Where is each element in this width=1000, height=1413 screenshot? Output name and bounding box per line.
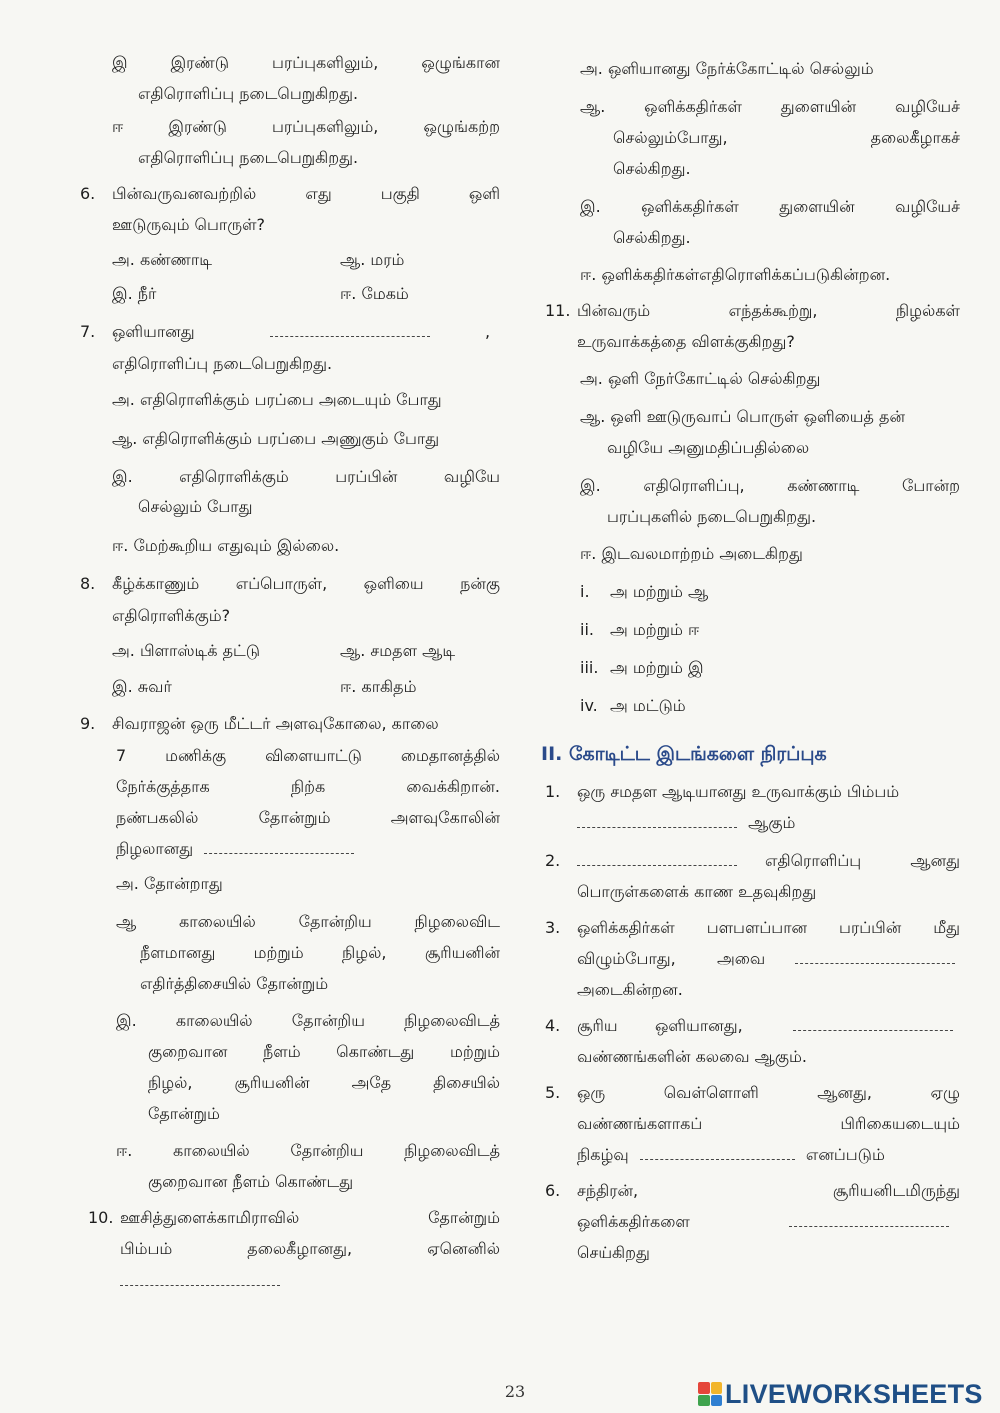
word: துளையின் [780, 97, 857, 116]
question-number: 2. [545, 851, 561, 870]
word: போன்ற [901, 476, 960, 495]
q9-option-c-line2 [148, 1041, 500, 1063]
q11-choice-2[interactable] [580, 619, 960, 641]
word: செல்லும்போது, [613, 128, 728, 147]
word: சூரியனின் [424, 943, 501, 962]
answer-blank[interactable] [795, 949, 955, 964]
word: எந்தக்கூற்று, [728, 301, 818, 320]
question-number: 3. [545, 918, 561, 937]
word: ஆ. ஒளிக்கதிர்கள் [580, 97, 742, 116]
q7-option-d[interactable]: ஈ. மேற்கூறிய எதுவும் இல்லை. [112, 536, 340, 555]
word: பளபளப்பான [706, 918, 808, 937]
word: ஊசித்துளைக்காமிராவில் [120, 1208, 300, 1227]
word: சூரியனிடமிருந்து [832, 1181, 960, 1200]
word: ஆனது [910, 851, 960, 870]
question-text: ஆகும் [748, 813, 796, 832]
word: சூரிய [577, 1016, 618, 1035]
q11-option-c-line2: பரப்புகளில் நடைபெறுகிறது. [607, 507, 817, 526]
word: அளவுகோலின் [390, 808, 500, 827]
question-text [577, 917, 960, 939]
fill-5-line2 [577, 1113, 960, 1135]
word: மைதானத்தில் [400, 746, 500, 765]
word: பிம்பம் [120, 1239, 173, 1258]
fill-4-line2: வண்ணங்களின் கலவை ஆகும். [577, 1047, 807, 1066]
question-text [577, 300, 960, 322]
question-text [765, 850, 960, 872]
word: கண்ணாடி [787, 476, 860, 495]
q9-line5 [116, 838, 500, 860]
q11-option-b-line2: வழியே அனுமதிப்பதில்லை [607, 438, 810, 457]
word: ஒளிக்கதிர்கள் [577, 918, 675, 937]
choice-text: அ மற்றும் ஆ [610, 582, 709, 601]
q7-line1 [80, 321, 500, 343]
word: தோன்றும் [428, 1208, 500, 1227]
logo-tile [711, 1395, 723, 1407]
q10-option-c-line2: செல்கிறது. [613, 228, 691, 247]
q7-option-c-line2: செல்லும் போது [138, 497, 253, 516]
word: ஒழுங்கற்ற [423, 117, 501, 136]
word: நண்பகலில் [116, 808, 199, 827]
question-number: 10. [88, 1208, 114, 1227]
q9-option-b-line1[interactable] [116, 911, 500, 933]
word: திசையில் [433, 1073, 500, 1092]
answer-blank[interactable] [204, 839, 354, 854]
question-number: 9. [80, 714, 96, 733]
q11-option-b-line1[interactable]: ஆ. ஒளி ஊடுருவாப் பொருள் ஒளியைத் தன் [580, 407, 905, 426]
q7-option-c-line1[interactable] [112, 466, 500, 488]
q7-option-a[interactable]: அ. எதிரொளிக்கும் பரப்பை அடையும் போது [112, 390, 442, 409]
question-text [112, 573, 500, 595]
q8-options-row1 [112, 640, 500, 662]
word: வழியே [443, 467, 501, 486]
fill-3-line3: அடைகின்றன. [577, 980, 683, 999]
question-number: 6. [545, 1181, 561, 1200]
roman-numeral: ii. [580, 620, 594, 639]
question-number: 6. [80, 184, 96, 203]
word: நீளமானது [140, 943, 216, 962]
word: இ. ஒளிக்கதிர்கள் [580, 197, 739, 216]
question-number: 11. [545, 301, 571, 320]
word: 7 [116, 746, 127, 765]
choice-text: அ மற்றும் ஈ [610, 620, 700, 639]
answer-blank[interactable] [789, 1212, 949, 1227]
word: விழும்போது, [577, 949, 676, 968]
q11-line2: உருவாக்கத்தை விளக்குகிறது? [577, 332, 795, 351]
roman-numeral: iv. [580, 696, 598, 715]
word: விளையாட்டு [265, 746, 362, 765]
question-text: ஒளியானது [112, 322, 195, 341]
right-column [541, 58, 961, 1264]
word: அவை [717, 949, 766, 968]
roman-numeral: iii. [580, 658, 599, 677]
answer-blank[interactable] [577, 851, 737, 866]
word: எது [305, 184, 332, 203]
word: நிழல், [148, 1073, 193, 1092]
word: ஒளிக்கதிர்களை [577, 1212, 690, 1231]
question-number: 5. [545, 1083, 561, 1102]
q6-line2: ஊடுருவும் பொருள்? [112, 215, 265, 234]
word: நிழலைவிட [414, 912, 501, 931]
word: தோன்றிய [291, 1011, 365, 1030]
choice-text: அ மற்றும் இ [610, 658, 704, 677]
answer-blank[interactable] [577, 813, 737, 828]
word: தோன்றிய [298, 912, 372, 931]
q8-options-row2 [112, 676, 500, 698]
fill-3-line1 [545, 917, 960, 939]
q7-line2: எதிரொளிப்பு நடைபெறுகிறது. [112, 354, 333, 373]
q10-option-c-line1[interactable] [580, 196, 960, 218]
question-text: ஒரு சமதள ஆடியானது உருவாக்கும் பிம்பம் [577, 782, 900, 801]
q11-option-a[interactable]: அ. ஒளி நேர்கோட்டில் செல்கிறது [580, 369, 821, 388]
fill-5-line3 [577, 1144, 960, 1166]
logo-tile [698, 1382, 710, 1394]
logo-tile [698, 1395, 710, 1407]
left-column [80, 52, 500, 1292]
word: பின்வருவனவற்றில் [112, 184, 257, 203]
question-text [120, 1207, 500, 1229]
q6-options-row1 [112, 249, 500, 271]
word: இரண்டு [168, 117, 227, 136]
q8-line1 [80, 573, 500, 595]
word: நிழலைவிடத் [404, 1011, 501, 1030]
q7-option-b[interactable]: ஆ. எதிரொளிக்கும் பரப்பை அணுகும் போது [112, 429, 440, 448]
word: பின்வரும் [577, 301, 651, 320]
word: நிழல், [341, 943, 387, 962]
word: பிரிகையடையும் [840, 1114, 960, 1133]
question-number: 7. [80, 322, 96, 341]
word: இ. எதிரொளிப்பு, [580, 476, 745, 495]
word: சந்திரன், [577, 1181, 639, 1200]
q8-option-a[interactable]: அ. பிளாஸ்டிக் தட்டு [112, 641, 261, 660]
fill-1-line2 [577, 812, 960, 834]
section-heading: II. கோடிட்ட இடங்களை நிரப்புக [541, 743, 827, 765]
q9-line3 [116, 776, 500, 798]
q11-choice-4[interactable] [580, 695, 960, 717]
fill-4-line1 [545, 1015, 960, 1037]
answer-blank[interactable] [120, 1271, 280, 1286]
q9-option-c-line1[interactable] [116, 1010, 500, 1032]
word: ஏழு [930, 1083, 960, 1102]
q5-option-d-line2: எதிரொளிப்பு நடைபெறுகிறது. [138, 148, 359, 167]
q9-option-c-line3 [148, 1072, 500, 1094]
option-marker: இ [112, 53, 128, 72]
word: தோன்றிய [290, 1141, 364, 1160]
q6-line1 [80, 183, 500, 205]
q10-option-b-line3: செல்கிறது. [613, 159, 691, 178]
q9-option-c-line4: தோன்றும் [148, 1104, 220, 1123]
q11-choice-3[interactable] [580, 657, 960, 679]
q9-line1 [80, 713, 500, 735]
question-text: நிழலானது [116, 839, 194, 858]
word: எனப்படும் [805, 1145, 885, 1164]
q10-line2 [120, 1238, 500, 1260]
word: ஆ காலையில் [116, 912, 256, 931]
word: வண்ணங்களாகப் [577, 1114, 703, 1133]
word: துளையின் [779, 197, 855, 216]
word: சூரியனின் [234, 1073, 310, 1092]
comma: , [485, 322, 491, 341]
word: மற்றும் [449, 1042, 500, 1061]
q11-option-d[interactable]: ஈ. இடவலமாற்றம் அடைகிறது [580, 544, 803, 563]
word: எதிரொளிப்பு [765, 851, 862, 870]
word: குறைவான [148, 1042, 228, 1061]
word: ஏனெனில் [427, 1239, 500, 1258]
roman-numeral: i. [580, 582, 590, 601]
word: பகுதி [380, 184, 420, 203]
choice-text: அ மட்டும் [610, 696, 686, 715]
q10-line3 [120, 1270, 500, 1292]
word: தோன்றும் [258, 808, 331, 827]
word: ஒரு [577, 1083, 606, 1102]
liveworksheets-logo[interactable] [698, 1378, 983, 1410]
word: நிழலைவிடத் [404, 1141, 500, 1160]
word: வெள்ளொளி [663, 1083, 759, 1102]
answer-blank[interactable] [793, 1016, 953, 1031]
q6-option-d[interactable]: ஈ. மேகம் [340, 284, 409, 303]
answer-blank[interactable] [270, 322, 430, 337]
answer-blank[interactable] [640, 1145, 795, 1160]
fill-2-line2: பொருள்களைக் காண உதவுகிறது [577, 882, 817, 901]
word: அதே [351, 1073, 392, 1092]
word: எப்பொருள், [235, 574, 328, 593]
fill-1-line1 [545, 781, 960, 803]
word: ஒளி [468, 184, 501, 203]
q9-option-d-line2: குறைவான நீளம் கொண்டது [148, 1172, 354, 1191]
fill-6-line1 [545, 1180, 960, 1202]
fill-3-line2 [577, 948, 960, 970]
q6-option-c[interactable]: இ. நீர் [112, 284, 157, 303]
word: தலைகீழாகச் [870, 128, 960, 147]
q5-option-d-line1 [112, 116, 500, 138]
word: இ. காலையில் [116, 1011, 253, 1030]
word: கொண்டது [336, 1042, 415, 1061]
word: மணிக்கு [165, 746, 227, 765]
q10-option-b-line2 [613, 127, 960, 149]
q8-option-c[interactable]: இ. சுவர் [112, 677, 172, 696]
question-number: 4. [545, 1016, 561, 1035]
q10-option-a[interactable]: அ. ஒளியானது நேர்க்கோட்டில் செல்லும் [580, 59, 874, 78]
liveworksheets-logo-icon [698, 1382, 722, 1406]
word: நிற்க [290, 777, 326, 796]
word: ஒழுங்கான [421, 53, 501, 72]
question-number: 8. [80, 574, 96, 593]
brand-name: LIVEWORKSHEETS [725, 1378, 983, 1409]
q10-option-d[interactable]: ஈ. ஒளிக்கதிர்கள்எதிரொளிக்கப்படுகின்றன. [580, 265, 891, 284]
q9-option-b-line2 [140, 942, 500, 964]
word: ஒளியை [363, 574, 424, 593]
word: ஒளியானது, [655, 1016, 743, 1035]
logo-tile [711, 1382, 723, 1394]
q6-option-b[interactable]: ஆ. மரம் [340, 250, 405, 269]
word: வழியேச் [895, 97, 960, 116]
word: பரப்பின் [335, 467, 398, 486]
q6-option-a[interactable]: அ. கண்ணாடி [112, 250, 212, 269]
q10-line1 [80, 1207, 500, 1229]
word: நிகழ்வு [577, 1145, 629, 1164]
word: கீழ்க்காணும் [112, 574, 200, 593]
q11-option-c-line1[interactable] [580, 475, 960, 497]
word: நன்கு [460, 574, 500, 593]
word: வைக்கிறான். [406, 777, 500, 796]
word: பரப்புகளிலும், [272, 53, 379, 72]
word: நீளம் [263, 1042, 301, 1061]
word: பரப்புகளிலும், [272, 117, 379, 136]
fill-2-line1 [545, 850, 960, 872]
page-number: 23 [504, 1382, 526, 1401]
fill-5-line1 [545, 1082, 960, 1104]
word: இரண்டு [170, 53, 230, 72]
q8-line2: எதிரொளிக்கும்? [112, 606, 231, 625]
q9-option-a[interactable]: அ. தோன்றாது [116, 874, 223, 893]
q11-choice-1[interactable] [580, 581, 960, 603]
word: வழியேச் [895, 197, 960, 216]
word: ஈ. காலையில் [116, 1141, 250, 1160]
q11-line1 [545, 300, 960, 322]
word: இ. எதிரொளிக்கும் [112, 467, 289, 486]
word: ஆனது, [817, 1083, 872, 1102]
word: நேர்க்குத்தாக [116, 777, 210, 796]
q10-option-b-line1[interactable] [580, 96, 960, 118]
word: தலைகீழானது, [247, 1239, 353, 1258]
question-text [577, 1082, 960, 1104]
option-marker: ஈ [112, 117, 124, 136]
q5-option-c-line2: எதிரொளிப்பு நடைபெறுகிறது. [138, 84, 359, 103]
fill-6-line2 [577, 1211, 960, 1233]
word: பரப்பின் [839, 918, 902, 937]
word: மீது [933, 918, 961, 937]
q9-line4 [116, 807, 500, 829]
word: மற்றும் [253, 943, 304, 962]
q9-option-b-line3: எதிர்த்திசையில் தோன்றும் [140, 974, 329, 993]
fill-6-line3: செய்கிறது [577, 1243, 650, 1262]
q9-line2 [116, 745, 500, 767]
q9-option-d-line1[interactable] [116, 1140, 500, 1162]
q5-option-c-line1 [112, 52, 500, 74]
question-text [112, 183, 500, 205]
q6-options-row2 [112, 283, 500, 305]
question-number: 1. [545, 782, 561, 801]
word: நிழல்கள் [895, 301, 960, 320]
q8-option-d[interactable]: ஈ. காகிதம் [340, 677, 417, 696]
q8-option-b[interactable]: ஆ. சமதள ஆடி [340, 641, 456, 660]
question-text: சிவராஜன் ஒரு மீட்டர் அளவுகோலை, காலை [112, 714, 439, 733]
question-text [577, 1180, 960, 1202]
